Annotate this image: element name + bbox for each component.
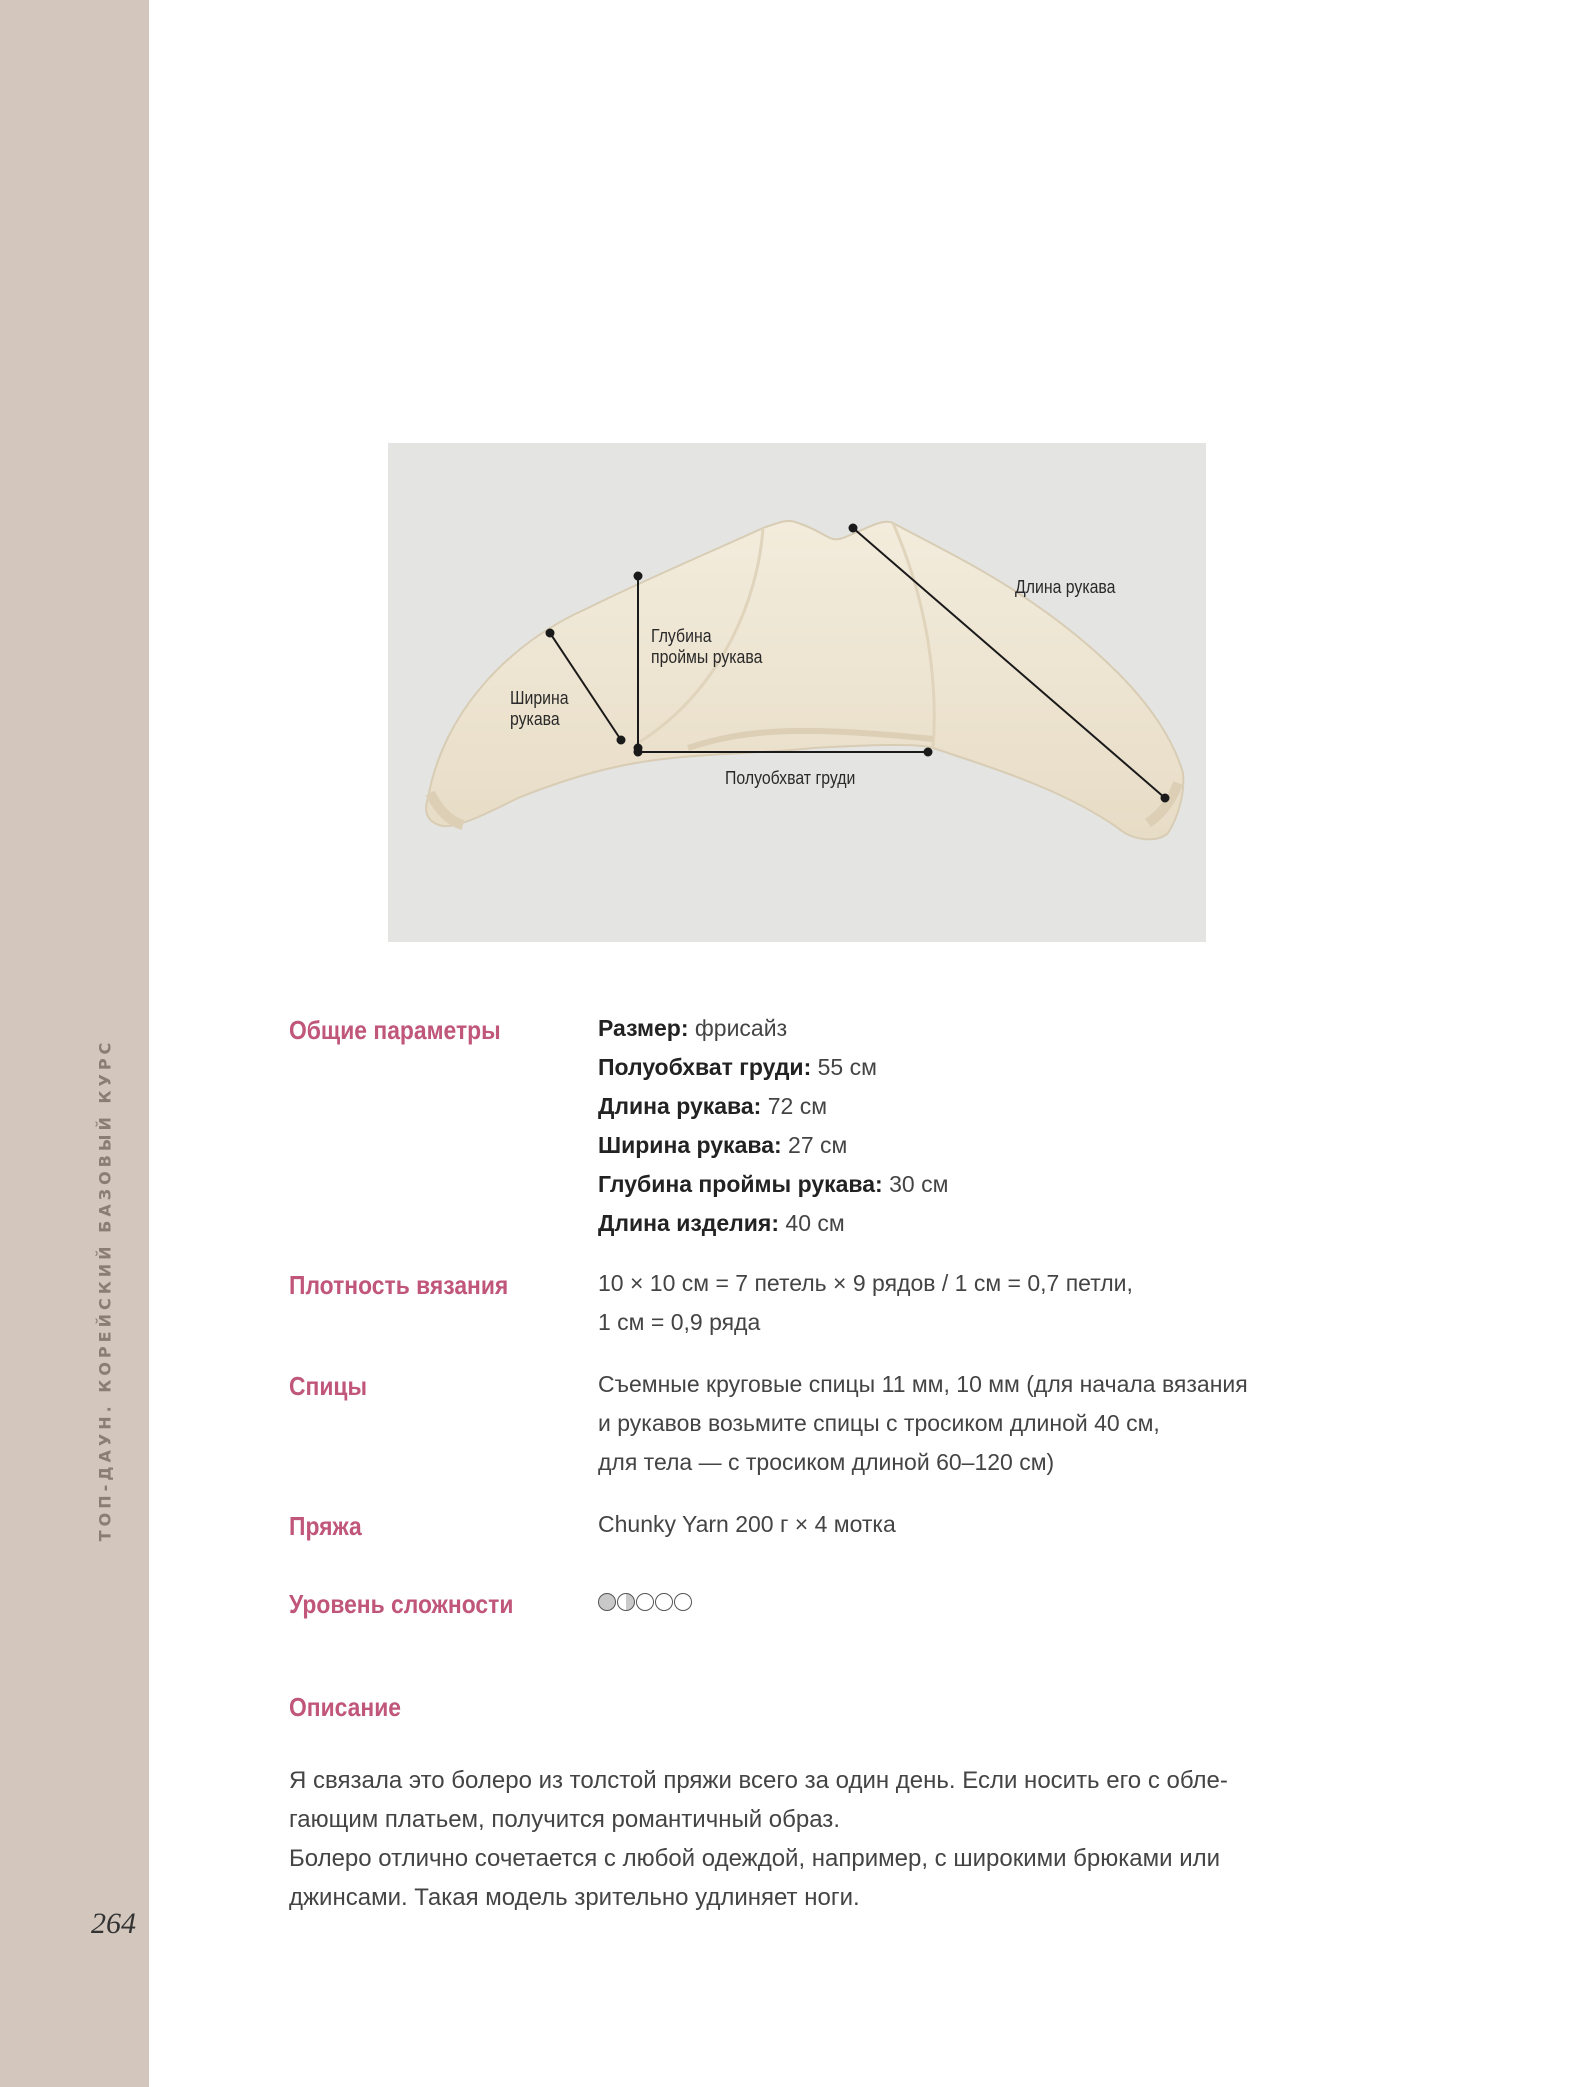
bolero-photo — [388, 443, 1206, 942]
side-band — [0, 0, 149, 2087]
spec-garment-length: Длина изделия: 40 см — [598, 1210, 845, 1236]
bolero-shape — [426, 521, 1183, 839]
difficulty-dot-icon — [636, 1593, 654, 1611]
spec-general-values — [598, 1009, 1318, 1243]
spec-needles-values: Съемные круговые спицы 11 мм, 10 мм (для начала вязания и рукавов возьмите спицы с тросиком длиной 40 см, для тела — с тросиком длиной 60–120 см) — [598, 1371, 1248, 1475]
label-sleeve-length: Длина рукава — [1015, 577, 1116, 597]
spec-size: Размер: фрисайз — [598, 1015, 788, 1041]
spec-difficulty-label: Уровень сложности — [289, 1589, 514, 1619]
spec-gauge-label: Плотность вязания — [289, 1270, 509, 1300]
spec-yarn-values: Chunky Yarn 200 г × 4 мотка — [598, 1511, 896, 1537]
label-armhole-depth: Глубина проймы рукава — [651, 626, 763, 667]
description-text: Я связала это болеро из толстой пряжи всего за один день. Если носить его с обле- гающим платьем, получится романтичный образ. Болеро отлично сочетается с любой одеждой, например, с широкими брюками или джинсами. Такая модель зрительно удлиняет ноги. — [289, 1767, 1228, 1911]
spec-general-label: Общие параметры — [289, 1015, 501, 1045]
difficulty-dot-icon — [617, 1593, 635, 1611]
spec-sleeve-length: Длина рукава: 72 см — [598, 1093, 828, 1119]
label-half-chest: Полуобхват груди — [725, 768, 856, 788]
label-sleeve-width: Ширина рукава — [510, 688, 569, 729]
difficulty-rating — [598, 1583, 1318, 1611]
difficulty-dot-icon — [655, 1593, 673, 1611]
spec-sleeve-width: Ширина рукава: 27 см — [598, 1132, 848, 1158]
running-head: ТОП-ДАУН. КОРЕЙСКИЙ БАЗОВЫЙ КУРС — [95, 1038, 115, 1542]
difficulty-dot-icon — [598, 1593, 616, 1611]
spec-armhole-depth: Глубина проймы рукава: 30 см — [598, 1171, 949, 1197]
spec-half-chest: Полуобхват груди: 55 см — [598, 1054, 877, 1080]
spec-needles-label: Спицы — [289, 1371, 368, 1401]
page-number: 264 — [91, 1907, 136, 1940]
difficulty-dot-icon — [674, 1593, 692, 1611]
spec-gauge-values: 10 × 10 см = 7 петель × 9 рядов / 1 см = 0,7 петли, 1 см = 0,9 ряда — [598, 1270, 1133, 1335]
spec-yarn-label: Пряжа — [289, 1511, 362, 1541]
description-title: Описание — [289, 1692, 402, 1722]
